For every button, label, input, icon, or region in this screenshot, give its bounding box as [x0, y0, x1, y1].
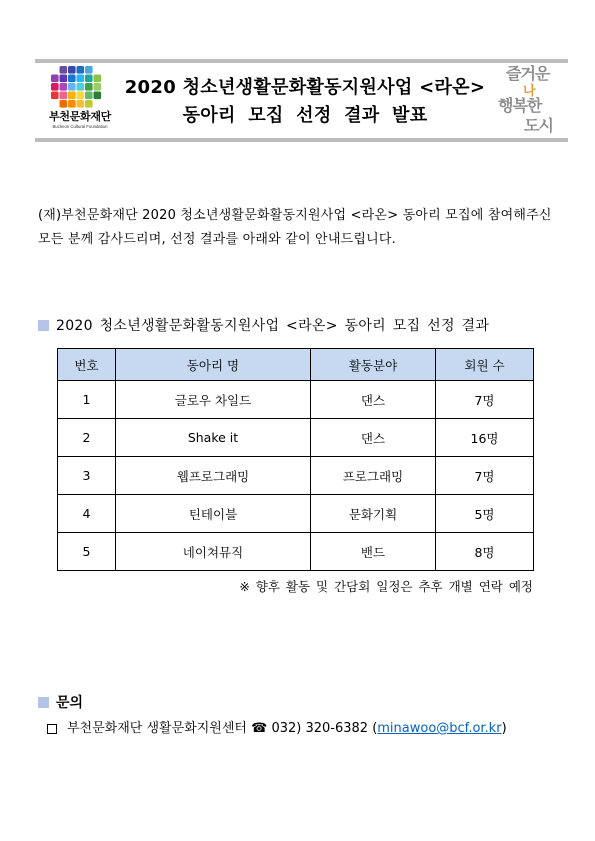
intro-paragraph	[38, 204, 552, 252]
cell-activity-field: 댄스	[311, 381, 436, 419]
title-line-1: 2020 청소년생활문화활동지원사업 <라온>	[124, 77, 486, 98]
cell-club-name: Shake it	[116, 419, 311, 457]
contact-line	[67, 719, 507, 739]
cell-member-count: 5명	[436, 495, 534, 533]
cell-activity-field: 문화기획	[311, 495, 436, 533]
foundation-logo	[44, 63, 116, 135]
slogan-line-3: 도시	[524, 116, 553, 135]
cell-club-name: 글로우 차일드	[116, 381, 311, 419]
email-close-paren: )	[501, 721, 507, 736]
cell-activity-field: 프로그래밍	[311, 457, 436, 495]
header-bottom-rule	[35, 138, 568, 142]
cell-club-name: 네이쳐뮤직	[116, 533, 311, 571]
results-heading: 2020 청소년생활문화활동지원사업 <라온> 동아리 모집 선정 결과	[56, 318, 490, 334]
cell-activity-field: 댄스	[311, 419, 436, 457]
contact-heading: 문의	[56, 695, 84, 711]
column-header-member-count: 회원 수	[436, 349, 534, 381]
cell-number: 2	[58, 419, 116, 457]
contact-email-link[interactable]: minawoo@bcf.or.kr	[377, 721, 502, 736]
results-note: ※ 향후 활동 및 간담회 일정은 추후 개별 연락 예정	[239, 579, 533, 594]
cell-member-count: 7명	[436, 381, 534, 419]
table-row	[58, 495, 534, 533]
cell-member-count: 8명	[436, 533, 534, 571]
contact-phone: 032) 320-6382	[271, 721, 369, 736]
cell-member-count: 16명	[436, 419, 534, 457]
cell-club-name: 틴테이블	[116, 495, 311, 533]
foundation-name: 부천문화재단	[49, 110, 111, 123]
checkbox-icon	[47, 724, 57, 734]
table-row	[58, 457, 534, 495]
table-header-row	[58, 349, 534, 381]
column-header-number: 번호	[58, 349, 116, 381]
slogan-accent: 나	[523, 84, 536, 99]
section-marker-icon	[38, 320, 49, 331]
cell-number: 1	[58, 381, 116, 419]
results-table	[57, 348, 534, 571]
cell-activity-field: 밴드	[311, 533, 436, 571]
table-row	[58, 381, 534, 419]
cell-number: 4	[58, 495, 116, 533]
section-marker-icon	[38, 697, 49, 708]
slogan-line-1: 즐거운	[506, 64, 550, 83]
email-open-paren: (	[372, 721, 378, 736]
slogan-line-2: 행복한	[498, 96, 542, 115]
table-row	[58, 533, 534, 571]
page-title	[110, 74, 500, 130]
table-row	[58, 419, 534, 457]
intro-line-2: 모든 분께 감사드리며, 선정 결과를 아래와 같이 안내드립니다.	[38, 232, 396, 247]
column-header-club-name: 동아리 명	[116, 349, 311, 381]
cell-club-name: 웹프로그래밍	[116, 457, 311, 495]
cell-number: 5	[58, 533, 116, 571]
foundation-name-english: Bucheon Cultural Foundation	[52, 124, 108, 129]
mosaic-logo-icon	[50, 65, 102, 109]
contact-organization: 부천문화재단 생활문화지원센터	[67, 721, 247, 736]
cell-member-count: 7명	[436, 457, 534, 495]
column-header-activity-field: 활동분야	[311, 349, 436, 381]
cell-number: 3	[58, 457, 116, 495]
intro-line-1: (재)부천문화재단 2020 청소년생활문화활동지원사업 <라온> 동아리 모집에 참여해주신	[38, 208, 552, 223]
city-slogan-logo	[496, 63, 566, 137]
phone-icon: ☎	[251, 721, 268, 736]
title-line-2: 동아리 모집 선정 결과 발표	[182, 105, 428, 126]
